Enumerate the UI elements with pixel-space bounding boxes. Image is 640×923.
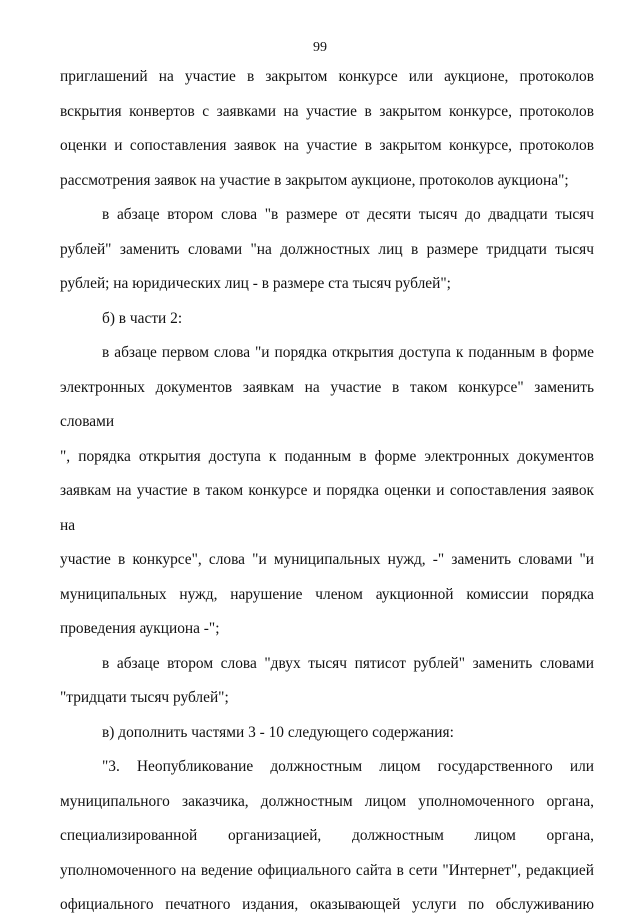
paragraph-1-end <box>60 164 594 199</box>
paragraph-5 <box>60 647 594 682</box>
text-line: приглашений на участие в закрытом конкурсе или аукционе, протоколов <box>60 68 594 85</box>
paragraph-2 <box>60 198 594 233</box>
text-line: б) в части 2: <box>102 309 183 327</box>
text-line: уполномоченного на ведение официального сайта в сети "Интернет", редакцией <box>60 861 594 879</box>
paragraph-7 <box>60 750 594 785</box>
text-line: в абзаце втором слова "двух тысяч пятисот рублей" заменить словами <box>102 654 594 672</box>
document-body <box>60 60 594 923</box>
paragraph-2-cont <box>60 233 594 268</box>
text-line: электронных документов заявкам на участие в таком конкурсе" заменить словами <box>60 378 594 430</box>
paragraph-3 <box>60 302 594 337</box>
text-line: "3. Неопубликование должностным лицом государственного или <box>102 758 594 775</box>
text-line: "тридцати тысяч рублей"; <box>60 689 229 706</box>
text-line: муниципальных нужд, нарушение членом аукционной комиссии порядка <box>60 585 594 603</box>
text-line: участие в конкурсе", слова "и муниципальных нужд, -" заменить словами "и <box>60 551 594 568</box>
text-line: специализированной организацией, должностным лицом органа, <box>60 827 594 844</box>
paragraph-6 <box>60 716 594 751</box>
paragraph-2-end <box>60 267 594 302</box>
page-number: 99 <box>313 40 327 55</box>
text-line: рассмотрения заявок на участие в закрытом аукционе, протоколов аукциона"; <box>60 171 569 189</box>
paragraph-4-end <box>60 612 594 647</box>
text-line: в) дополнить частями 3 - 10 следующего содержания: <box>102 723 454 741</box>
paragraph-7-cont <box>60 785 594 923</box>
text-line: рублей" заменить словами "на должностных лиц в размере тридцати тысяч <box>60 240 594 258</box>
text-line: в абзаце втором слова "в размере от десяти тысяч до двадцати тысяч <box>102 206 594 223</box>
text-line: ", порядка открытия доступа к поданным в форме электронных документов <box>60 447 594 465</box>
text-line: заявкам на участие в таком конкурсе и порядка оценки и сопоставления заявок на <box>60 482 594 534</box>
paragraph-1 <box>60 60 594 164</box>
text-line: проведения аукциона -"; <box>60 620 220 637</box>
text-line: вскрытия конвертов с заявками на участие в закрытом конкурсе, протоколов <box>60 102 594 120</box>
paragraph-5-end <box>60 681 594 716</box>
text-line: официального печатного издания, оказывающей услуги по обслуживанию <box>60 896 594 913</box>
text-line: оценки и сопоставления заявок на участие в закрытом конкурсе, протоколов <box>60 137 594 154</box>
paragraph-4 <box>60 336 594 371</box>
text-line: в абзаце первом слова "и порядка открытия доступа к поданным в форме <box>102 344 594 361</box>
text-line: муниципального заказчика, должностным лицом уполномоченного органа, <box>60 792 594 810</box>
text-line: рублей; на юридических лиц - в размере ста тысяч рублей"; <box>60 275 451 292</box>
paragraph-4-cont <box>60 371 594 613</box>
